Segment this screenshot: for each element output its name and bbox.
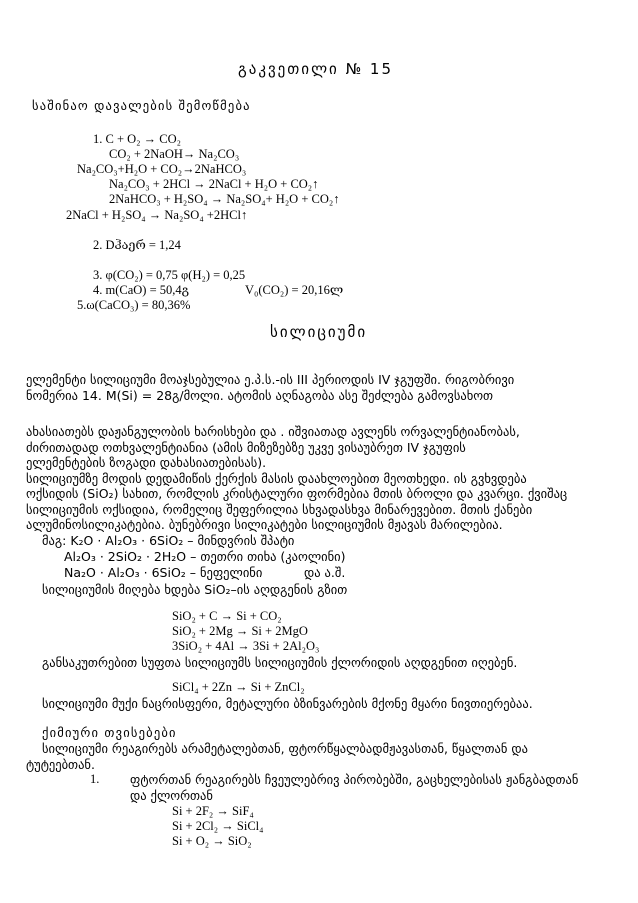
- para-line-3: ელემენტების ზოგადი დახასიათებისას).: [26, 455, 267, 470]
- answer-1-line-4: Na₂CO₃ + 2HCl → 2NaCl + H₂O + CO₂↑: [109, 177, 319, 191]
- chemical-properties-heading: ქიმიური თვისებები: [42, 725, 177, 740]
- pure-silicon-line: განსაკუთრებით სუფთა სილიციუმს სილიციუმის ქლორიდის აღდგენით იღებენ.: [42, 655, 518, 670]
- para-line-5: ოქსიდის (SiO₂) სახით, რომლის კრისტალური ფორმებია მთის ბროლი და კვარცი. ქვიშაც: [26, 486, 568, 501]
- reaction-equation-2: Si + 2Cl₂ → SiCl₄: [172, 819, 264, 833]
- para-line-6: სილიციუმის ოქსიდია, რომელიც შეფერილია სხვადასხვა მინარევებით. მთის ქანები: [26, 501, 533, 517]
- example-etc: და ა.შ.: [304, 565, 346, 580]
- answer-3: 3. φ(CO₂) = 0,75 φ(H₂) = 0,25: [93, 268, 246, 282]
- intro-line-1: ელემენტი სილიციუმი მოაჯსებულია ე.პ.ს.-ის III პერიოდის IV ჯგუფში. რიგობრივი: [26, 372, 515, 387]
- chemical-properties-paragraph: [26, 741, 612, 772]
- answer-5: 5.ω(CaCO₃) = 80,36%: [77, 298, 191, 312]
- para-line-4: სილიციუმზე მოდის დედამიწის ქერქის მასის დაახლოებით მეოთხედი. ის გვხვდება: [26, 470, 527, 486]
- appearance-line: სილიციუმი მუქი ნაცრისფერი, მეტალური ბზინვარების მქონე მყარი ნივთიერებაა.: [42, 696, 533, 711]
- example-kaolin: Al₂O₃ · 2SiO₂ · 2H₂O – თეთრი თიხა (კაოლინი): [64, 549, 346, 564]
- chem-line-2: ტუტეებთან.: [26, 756, 95, 772]
- answer-4-mass: 4. m(CaO) = 50,4გ: [93, 283, 190, 297]
- intro-paragraph: [26, 372, 612, 403]
- answer-2: 2. Dჰაერ = 1,24: [93, 238, 181, 252]
- answer-1-line-2: CO₂ + 2NaOH→ Na₂CO₃: [109, 147, 240, 161]
- answer-1-line-1: 1. C + O₂ → CO₂: [93, 132, 181, 146]
- obtain-equation-1: SiO₂ + C → Si + CO₂: [172, 609, 282, 623]
- obtain-equation-3: 3SiO₂ + 4Al → 3Si + 2Al₂O₃: [172, 639, 320, 653]
- para-line-7: ალუმინოსილიკატებია. ბუნებრივი სილიკატები სილიციუმის მჟავას მარილებია.: [26, 517, 503, 532]
- occurrence-paragraph: [26, 424, 612, 533]
- answer-1-line-5: 2NaHCO₃ + H₂SO₄ → Na₂SO₄+ H₂O + CO₂↑: [109, 192, 340, 206]
- obtain-equation-2: SiO₂ + 2Mg → Si + 2MgO: [172, 624, 308, 638]
- para-line-1: ახასიათებს დაჟანგულობის ხარისხები და . იშვიათად ავლენს ორვალენტიანობას,: [26, 424, 520, 439]
- example-feldspar: მაგ: K₂O · Al₂O₃ · 6SiO₂ – მინდვრის შპატი: [42, 533, 295, 548]
- page-title: გაკვეთილი № 15: [238, 60, 394, 78]
- example-nepheline: Na₂O · Al₂O₃ · 6SiO₂ – ნეფელინი: [64, 565, 263, 580]
- answer-1-line-6: 2NaCl + H₂SO₄ → Na₂SO₄ +2HCl↑: [66, 208, 248, 222]
- homework-check-heading: საშინაო დავალების შემოწმება: [32, 98, 251, 113]
- list-item-text-1: ფტორთან რეაგირებს ჩვეულებრივ პირობებში, გაცხელებისას ჟანგბადთან: [130, 772, 579, 787]
- reaction-equation-3: Si + O₂ → SiO₂: [172, 834, 252, 848]
- answer-4-volume: V₀(CO₂) = 20,16ლ: [245, 283, 344, 297]
- intro-line-2: ნომერია 14. M(Si) = 28გ/მოლი. ატომის აღნაგობა ასე შეძლება გამოვსახოთ: [26, 387, 494, 403]
- obtaining-line: სილიციუმის მიღება ხდება SiO₂–ის აღდგენის გზით: [42, 582, 348, 597]
- answer-1-line-3: Na₂CO₃+H₂O + CO₂→2NaHCO₃: [77, 162, 247, 176]
- chem-line-1: სილიციუმი რეაგირებს არამეტალებთან, ფტორწყალბადმჟავასთან, წყალთან და: [42, 741, 528, 756]
- list-item-number: 1.: [90, 772, 100, 786]
- list-item-text-2: და ქლორთან: [130, 788, 213, 803]
- section-title: სილიციუმი: [270, 323, 368, 341]
- pure-silicon-equation: SiCl₄ + 2Zn → Si + ZnCl₂: [172, 680, 305, 694]
- para-line-2: ძირითადად ოთხვალენტიანია (ამის მიზეზებზე უკვე ვისაუბრეთ IV ჯგუფის: [26, 439, 466, 455]
- reaction-equation-1: Si + 2F₂ → SiF₄: [172, 804, 254, 818]
